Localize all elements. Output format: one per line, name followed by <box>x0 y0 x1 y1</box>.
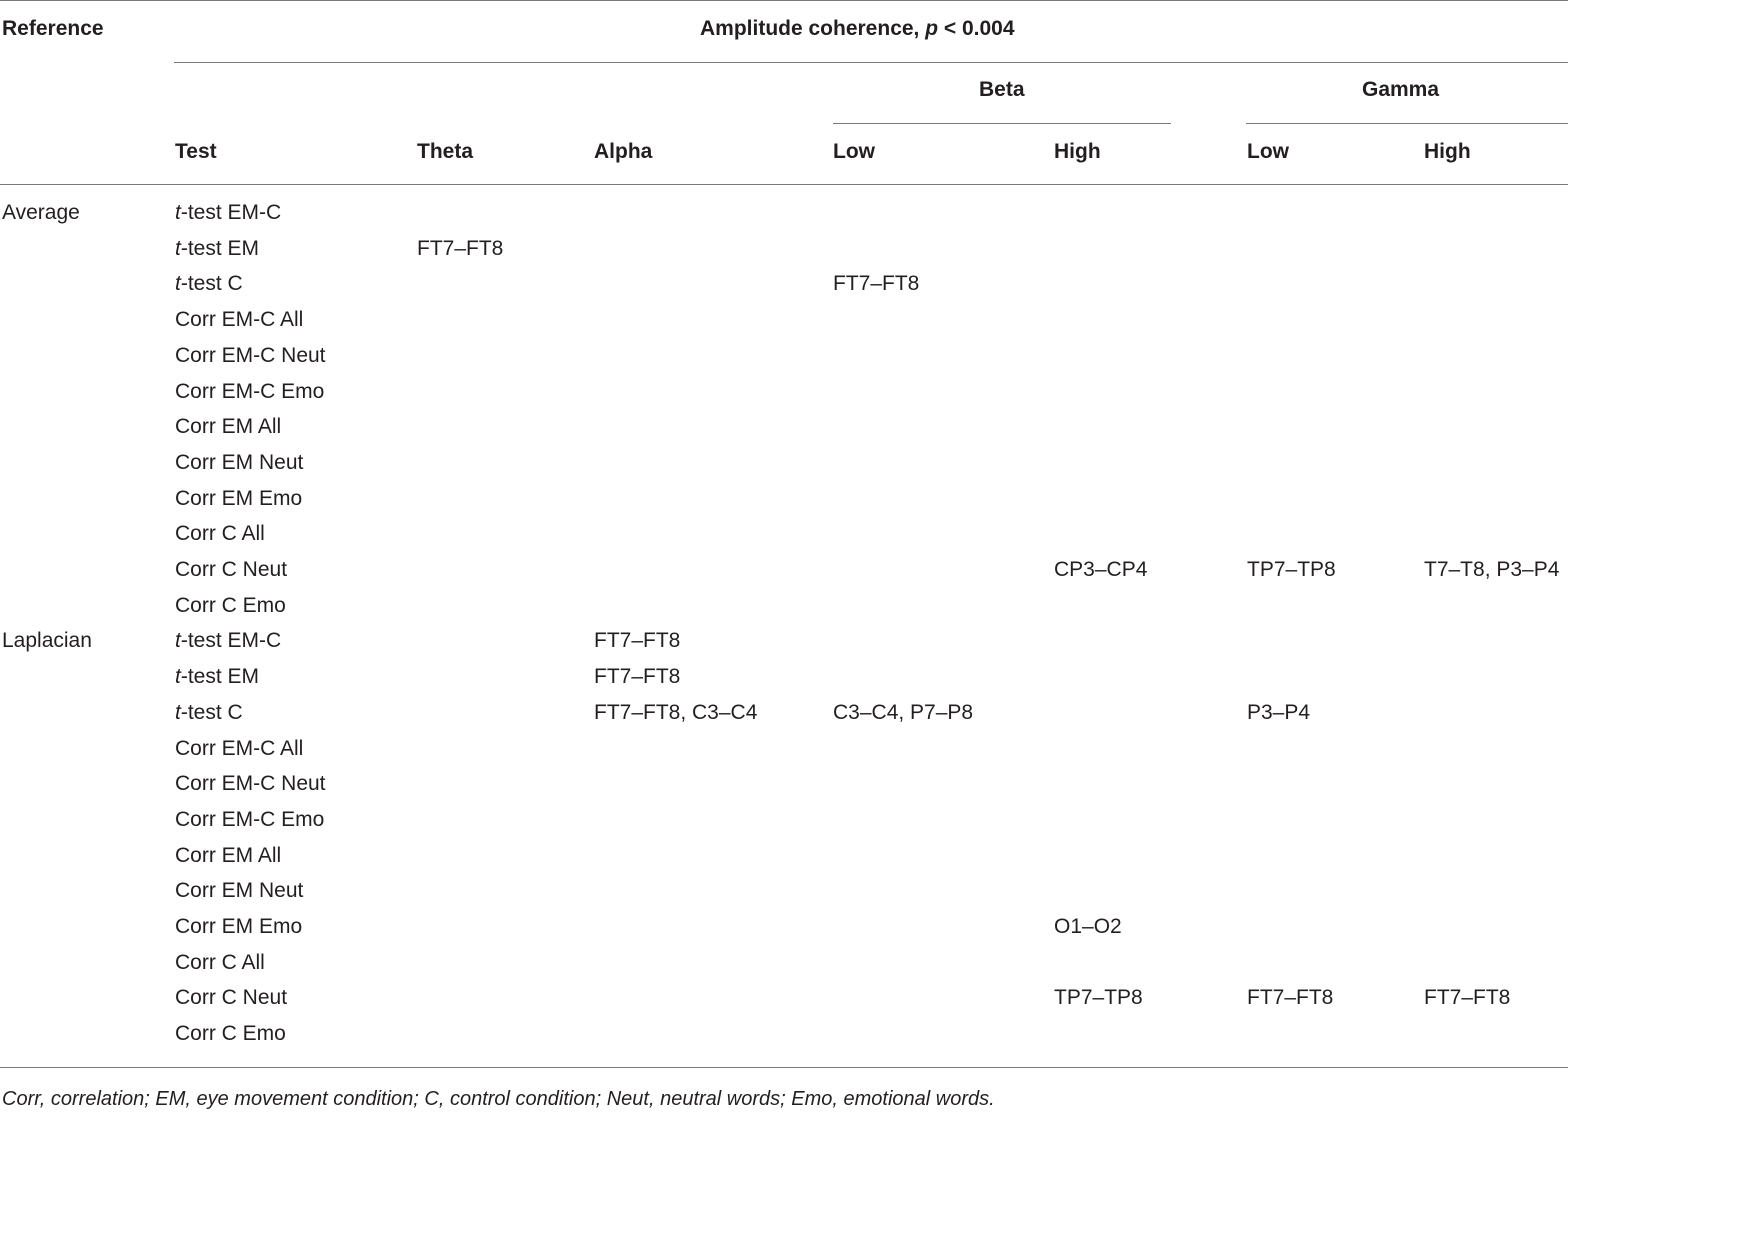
test-cell <box>175 702 243 723</box>
test-cell <box>175 523 265 544</box>
test-cell <box>175 273 243 294</box>
test-cell-italic-prefix: t <box>175 237 181 260</box>
test-cell <box>175 916 302 937</box>
test-cell-label: -test C <box>180 272 243 295</box>
table-title-main: Amplitude coherence, <box>700 17 926 40</box>
test-cell <box>175 845 281 866</box>
test-cell <box>175 952 265 973</box>
cell-gamma-low: P3–P4 <box>1247 701 1311 724</box>
test-cell <box>175 559 287 580</box>
group-gamma-header: Gamma <box>1362 78 1440 101</box>
test-cell-label: -test EM <box>180 665 260 688</box>
cell-gamma-low: TP7–TP8 <box>1247 558 1336 581</box>
column-header-gamma-high: High <box>1424 140 1471 163</box>
cell-beta-low: C3–C4, P7–P8 <box>833 701 974 724</box>
test-cell-label: Corr EM Neut <box>175 879 304 902</box>
cell-beta-high: TP7–TP8 <box>1054 986 1143 1009</box>
cell-theta: FT7–FT8 <box>417 237 504 260</box>
test-cell <box>175 416 281 437</box>
test-cell <box>175 987 287 1008</box>
test-cell-label: Corr C Emo <box>175 594 286 617</box>
test-cell <box>175 773 326 794</box>
column-header-gamma-low: Low <box>1247 140 1289 163</box>
test-cell-label: Corr EM-C All <box>175 308 304 331</box>
test-cell-label: Corr EM Emo <box>175 915 303 938</box>
test-cell <box>175 630 281 651</box>
test-cell <box>175 202 281 223</box>
test-cell-label: Corr EM Neut <box>175 451 304 474</box>
test-cell <box>175 381 324 402</box>
cell-alpha: FT7–FT8 <box>594 629 681 652</box>
column-header-beta-low: Low <box>833 140 875 163</box>
test-cell <box>175 238 259 259</box>
test-cell-label: Corr EM All <box>175 844 282 867</box>
test-cell-italic-prefix: t <box>175 272 181 295</box>
test-cell-label: -test EM <box>180 237 260 260</box>
table-title-rest: < 0.004 <box>938 17 1015 40</box>
test-cell-label: Corr EM All <box>175 415 282 438</box>
header-bottom-rule <box>0 184 1568 185</box>
cell-beta-low: FT7–FT8 <box>833 272 920 295</box>
test-cell <box>175 452 303 473</box>
column-header-test: Test <box>175 140 217 163</box>
test-cell <box>175 595 286 616</box>
test-cell-label: -test EM-C <box>180 201 282 224</box>
reference-label: Average <box>2 201 80 224</box>
table-top-rule <box>0 0 1568 1</box>
test-cell <box>175 345 326 366</box>
test-cell-label: Corr C Neut <box>175 986 288 1009</box>
test-cell-label: Corr C Neut <box>175 558 288 581</box>
group-beta-header: Beta <box>979 78 1025 101</box>
test-cell <box>175 1023 286 1044</box>
title-underline-rule <box>174 62 1568 63</box>
test-cell-label: Corr C All <box>175 951 265 974</box>
column-header-alpha: Alpha <box>594 140 653 163</box>
test-cell <box>175 880 303 901</box>
test-cell-label: -test EM-C <box>180 629 282 652</box>
column-header-beta-high: High <box>1054 140 1101 163</box>
reference-header: Reference <box>2 17 104 40</box>
test-cell-label: Corr EM-C Neut <box>175 772 326 795</box>
cell-gamma-high: T7–T8, P3–P4 <box>1424 558 1560 581</box>
reference-label: Laplacian <box>2 629 92 652</box>
test-cell-label: Corr C All <box>175 522 265 545</box>
test-cell-label: Corr EM-C Emo <box>175 808 325 831</box>
test-cell-italic-prefix: t <box>175 701 181 724</box>
test-cell-label: Corr EM-C Emo <box>175 380 325 403</box>
cell-beta-high: CP3–CP4 <box>1054 558 1148 581</box>
test-cell-label: Corr EM-C All <box>175 737 304 760</box>
test-cell-label: Corr C Emo <box>175 1022 286 1045</box>
column-header-theta: Theta <box>417 140 474 163</box>
table-title-p: p <box>925 17 939 40</box>
test-cell-italic-prefix: t <box>175 629 181 652</box>
cell-beta-high: O1–O2 <box>1054 915 1122 938</box>
test-cell-italic-prefix: t <box>175 665 181 688</box>
cell-gamma-low: FT7–FT8 <box>1247 986 1334 1009</box>
test-cell <box>175 666 259 687</box>
test-cell <box>175 309 303 330</box>
table-title <box>700 18 1015 39</box>
test-cell-label: -test C <box>180 701 243 724</box>
test-cell <box>175 738 303 759</box>
table-bottom-rule <box>0 1067 1568 1068</box>
cell-alpha: FT7–FT8 <box>594 665 681 688</box>
test-cell-label: Corr EM-C Neut <box>175 344 326 367</box>
test-cell-italic-prefix: t <box>175 201 181 224</box>
test-cell <box>175 488 302 509</box>
test-cell-label: Corr EM Emo <box>175 487 303 510</box>
cell-alpha: FT7–FT8, C3–C4 <box>594 701 758 724</box>
test-cell <box>175 809 324 830</box>
gamma-group-rule <box>1246 123 1568 124</box>
table-footnote: Corr, correlation; EM, eye movement condition; C, control condition; Neut, neutral words; Emo, emotional words. <box>2 1088 995 1110</box>
cell-gamma-high: FT7–FT8 <box>1424 986 1511 1009</box>
beta-group-rule <box>833 123 1171 124</box>
